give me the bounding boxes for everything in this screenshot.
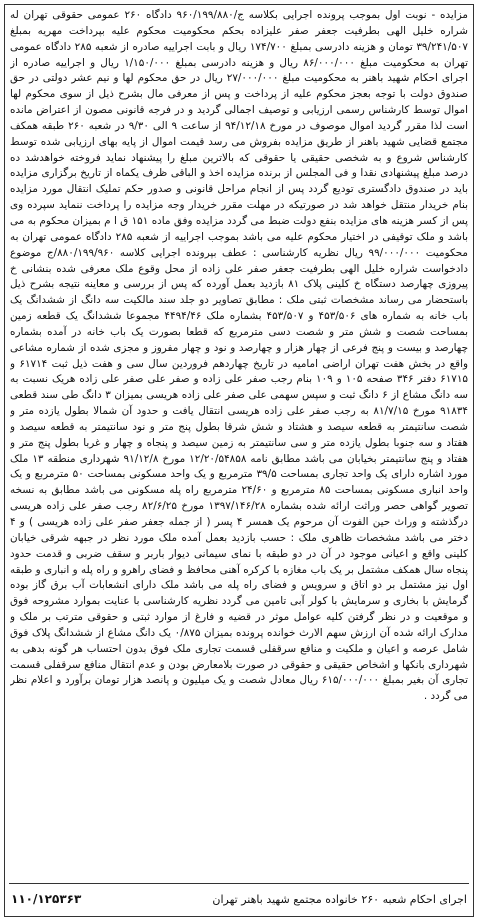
notice-frame bbox=[4, 4, 474, 917]
notice-body bbox=[10, 8, 468, 874]
notice-paragraph: مزایده - نوبت اول بموجب پرونده اجرایی بکلاسه ج/۹۶۰/۱۹۹/۸۸۰ دادگاه ۲۶۰ عمومی حقوقی تهران له شراره خلیل الهی بطرفیت جعفر صفر علیزاده بحکم محکومیت محکوم علیه بپرداخت مهریه بمبلغ ۳۹/۲۴۱/۵۰۷ تومان و هزینه دادرسی بمبلغ ۱۷۴/۷۰۰ ریال و بابت اجراییه صادره از شعبه ۲۸۵ دادگاه عمومی تهران به محکومیت مبلغ ۸۶/۰۰۰/۰۰۰ ریال و هزینه دادرسی بمبلغ ۱/۱۵۰/۰۰۰ ریال و اجراییه صادره از اجرای احکام شهید باهنر به محکومیت مبلغ ۲۷/۰۰۰/۰۰۰ ریال در حق محکوم لها و نیم عشر دولتی در حق صندوق دولت با توجه بعجز محکوم علیه از پرداخت و پس از معرفی مال بشرح ذیل از سوی محکوم لها اموال توسط کارشناس رسمی ارزیابی و توصیف اجمالی گردید و در فرجه قانونی مصون از اعتراض مانده است لذا مقرر گردید اموال موصوف در مورخ ۹۴/۱۲/۱۸ از ساعت ۹ الی ۹/۳۰ در شعبه ۲۶۰ طبقه همکف مجتمع قضایی شهید باهنر از طریق مزایده بفروش می رسد قیمت اموال از پایه بهای ارزیابی شده توسط کارشناس شروع و به شخصی حقیقی یا حقوقی که بالاترین مبلغ را پیشنهاد نماید فروخته خواهدشد ده درصد مبلغ پیشنهادی نقدا و فی المجلس از برنده مزایده اخذ و الباقی ظرف یکماه از تاریخ برگزاری مزایده باید در صندوق دادگستری تودیع گردد پس از انجام مراحل قانونی و صدور حکم تملیک انتقال مورد مزایده بنام خریدار منتقل خواهد شد در صورتیکه در مهلت مقرر خریدار وجه مزایده را پرداخت ننماید سپرده وی پس از کسر هزینه های مزایده بنفع دولت ضبط می گردد مزایده وفق ماده ۱۵۱ ق ا م بمیزان محکوم به می باشد و ملک توقیفی در اختیار محکوم علیه می باشد بموجب اجراییه از شعبه ۲۸۵ دادگاه عمومی تهران به محکومیت ۹۹/۰۰۰/۰۰۰ ریال نظریه کارشناسی : عطف بپرونده اجرایی کلاسه ۸۸۰/۱۹۹/۹۶۰/ج موضوع دادخواست شراره خلیل الهی بطرفیت جعفر صفر علی زاده از محل وقوع ملک معرفی شده بنشانی خ پیروزی چهارصد دستگاه خ کلینی پلاک ۸۱ بازدید بعمل آورده که پس از بررسی و معاینه نتیجه بشرح ذیل باستحضار می رساند مشخصات ثبتی ملک : مطابق تصاویر دو جلد سند مالکیت سه دانگ از ششدانگ یک باب خانه به شماره های ۴۵۳/۵۰۶ و ۴۵۳/۵۰۷ بشماره ملک ۴۴۹۴/۴۶ مجموعا ششدانگ یک قطعه زمین بمساحت شصت و شش متر و شصت دسی مترمربع که قطعا بصورت یک باب خانه در آمده بشماره چهارصد و بیست و پنج فرعی از چهار هزار و چهارصد و نود و چهار مفروز و مجزی شده از شماره مشاعی واقع در بخش هفت تهران اراضی امامیه در تاریخ چهاردهم فروردین سال سی و هفت ذیل ثبت ۶۱۷۱۴ و ۶۱۷۱۵ دفتر ۳۴۶ صفحه ۱۰۵ و ۱۰۹ بنام رجب صفر علی زاده و صفر علی صفر علی زاده هریک نسبت به سه دانگ مشاع از ۶ دانگ ثبت و سپس سهمی علی صفر علی زاده هریسی بمیزان ۳ دانگ طی سند قطعی ۹۱۸۳۴ مورخ ۸۱/۷/۱۵ به رجب صفر علی زاده هریسی انتقال یافت و حدود آن شمالا بطول یازده متر و شصت سانتیمتر به قطعه سیصد و هشتاد و شش شرقا بطول پنج متر و نود سانتیمتر به قطعه سیصد و هفتاد و سه جنوبا بطول یازده متر و سی سانتیمتر به زمین سیصد و پنجاه و چهار و غربا بطول پنج متر و هفتاد و پنج سانتیمتر بخیابان می باشد مطابق نامه ۱۲/۲۰/۵۴۸۵۸ مورخ ۹۱/۱۲/۸ شهرداری منطقه ۱۳ ملک مورد اشاره دارای یک واحد تجاری بمساحت ۳۹/۵ مترمربع و یک واحد مسکونی بمساحت ۵۰ مترمربع و یک واحد انباری مسکونی بمساحت ۸۵ مترمربع و ۲۴/۶۰ مترمربع راه پله مسکونی می باشد مطابق به نسخه تصویر گواهی حصر وراثت ارائه شده بشماره ۱۳۹۷/۱۴۶/۲۸ مورخ ۸۲/۶/۲۵ رجب صفر علی زاده هریسی درگذشته و وراث حین الفوت آن مرحوم یک همسر ۴ پسر ( از جمله جعفر صفر علی زاده هریسی ) و ۴ دختر می باشد مشخصات ظاهری ملک : حسب بازدید بعمل آمده ملک مورد نظر در جبهه شرقی خیابان کلینی واقع و اعیانی موجود در آن در دو طبقه با نمای سیمانی دیوار باربر و سقف ضربی و قدمت حدود پنجاه سال همکف مشتمل بر یک باب مغازه با کرکره آهنی محافظ و فضای راهرو و راه پله و انباری و طبقه اول نیز مشتمل بر دو اتاق و سرویس و فضای راه پله می باشد ملک دارای انشعابات آب برق گاز بوده گرمایش با بخاری و سرمایش با کولر آبی تامین می گردد نظریه کارشناسی با عنایت بموارد مشروحه فوق و موقعیت و در نظر گرفتن کلیه عوامل موثر در قضیه و فارغ از موارد ثبتی و حقوقی مترتب بر ملک و مدارک ارائه شده آن ارزش سهم الارث خوانده پرونده بمیزان ۰/۸۷۵ یک دانگ مشاع از ششدانگ پلاک فوق شامل عرصه و اعیان و ملکیت و منافع سرقفلی قسمت تجاری ملک فوق بدون احتساب هر گونه بدهی به شهرداری بانکها و اشخاص حقیقی و حقوقی در صورت بلامعارض بودن و عدم انتقال منافع سرقفلی قسمت تجاری آن بغیر بمبلغ ۶۱۵/۰۰۰/۰۰۰ ریال معادل شصت و یک میلیون و پانصد هزار تومان برآورد و اعلام نظر می گردد . bbox=[10, 9, 468, 703]
footer-divider bbox=[9, 883, 469, 884]
notice-code: ۱۱۰/۱۲۵۳۶۳ bbox=[11, 892, 82, 906]
issuing-authority: اجرای احکام شعبه ۲۶۰ خانواده مجتمع شهید باهنر تهران bbox=[212, 892, 467, 906]
notice-footer bbox=[11, 889, 467, 909]
